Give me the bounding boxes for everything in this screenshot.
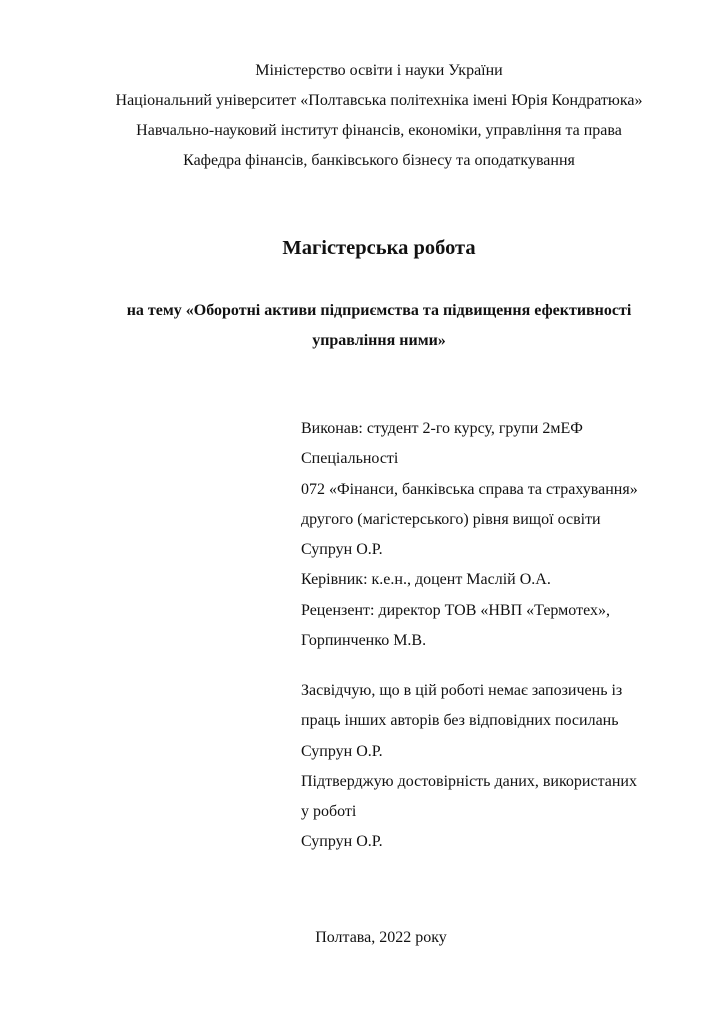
declaration-line-2: праць інших авторів без відповідних посилань — [301, 712, 619, 730]
declaration-signature-2: Супрун О.Р. — [301, 833, 383, 851]
institute-line: Навчально-науковий інститут фінансів, економіки, управління та права — [136, 122, 622, 139]
confirmation-line-1: Підтверджую достовірність даних, використаних — [301, 772, 637, 790]
institution-header — [94, 56, 664, 176]
declaration-signature-1: Супрун О.Р. — [301, 742, 383, 760]
thesis-topic — [94, 296, 664, 356]
declaration-line-1: Засвідчую, що в цій роботі немає запозичень із — [301, 682, 623, 699]
supervisor-line: Керівник: к.е.н., доцент Маслій О.А. — [301, 571, 551, 589]
education-level: другого (магістерського) рівня вищої освіти — [301, 510, 601, 528]
confirmation-line-2: у роботі — [301, 803, 357, 821]
declaration-block — [301, 676, 701, 858]
specialty-value: 072 «Фінанси, банківська справа та страхування» — [301, 480, 638, 498]
specialty-label: Спеціальності — [301, 450, 399, 468]
department-line: Кафедра фінансів, банківського бізнесу та оподаткування — [183, 152, 575, 169]
ministry-line: Міністерство освіти і науки України — [255, 62, 503, 79]
topic-line-2: управління ними» — [312, 332, 446, 349]
author-info-block — [301, 414, 701, 656]
author-line: Виконав: студент 2-го курсу, групи 2мЕФ — [301, 420, 583, 437]
place-and-year: Полтава, 2022 року — [315, 929, 447, 946]
reviewer-line: Рецензент: директор ТОВ «НВП «Термотех», — [301, 601, 610, 619]
university-line: Національний університет «Полтавська політехніка імені Юрія Кондратюка» — [115, 92, 643, 109]
author-name: Супрун О.Р. — [301, 541, 383, 559]
topic-line-1: на тему «Оборотні активи підприємства та підвищення ефективності — [126, 302, 632, 319]
reviewer-name: Горпинченко М.В. — [301, 632, 427, 650]
document-title: Магістерська робота — [282, 237, 476, 259]
